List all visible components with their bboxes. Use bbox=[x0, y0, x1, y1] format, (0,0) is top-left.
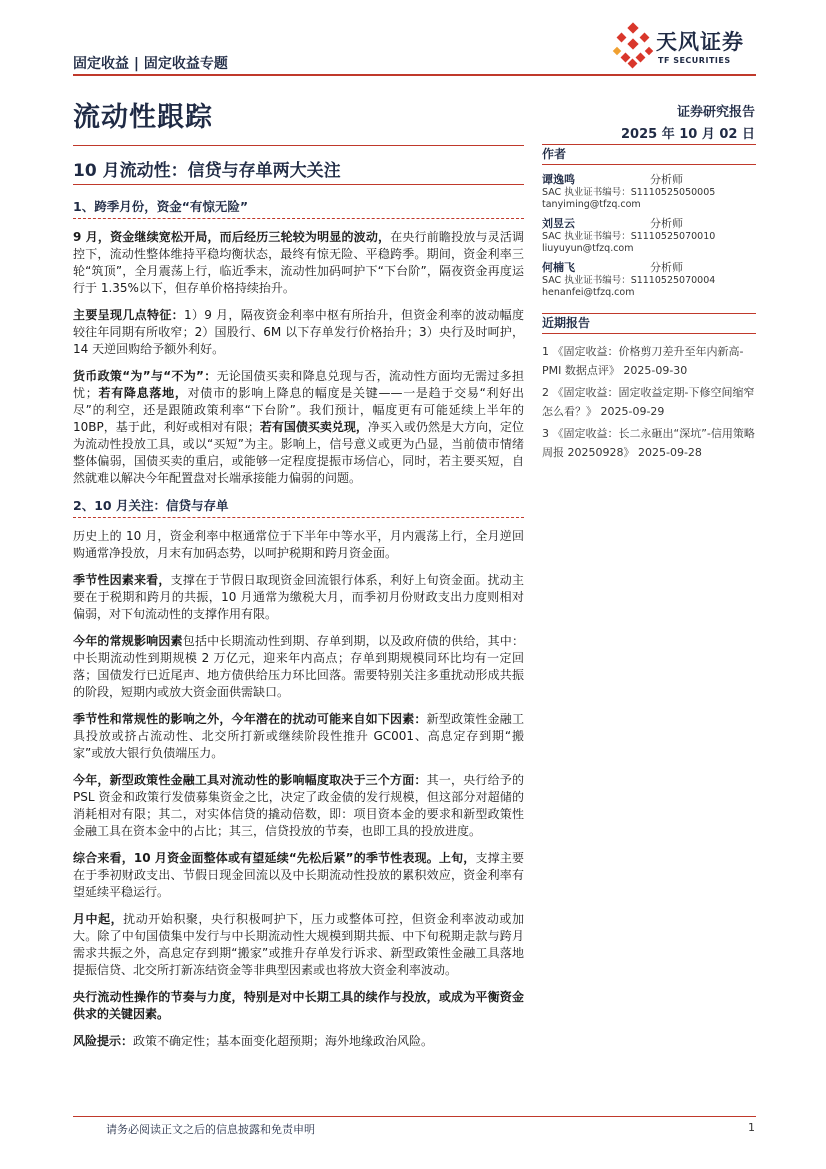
main-content bbox=[73, 198, 524, 1060]
paragraph: 月中起，扰动开始积聚，央行积极呵护下，压力或整体可控，但资金利率波动或加大。除了中旬国债集中发行与中长期流动性大规模到期共振、中下旬税期走款与跨月需求共振之外，高息定存到期“搬家”或推升存单发行诉求、新型政策性金融工具落地提振信贷、北交所打新冻结资金等非典型因素或也将放大资金利率波动。 bbox=[73, 912, 524, 977]
paragraph: 9 月，资金继续宽松开局，而后经历三轮较为明显的波动，在央行前瞻投放与灵活调控下，流动性整体维持平稳均衡状态，最终有惊无险、平稳跨季。期间，资金利率三轮“筑顶”，全月震荡上行，临近季末，流动性加码呵护下“下台阶”，隔夜资金再度运行于 1.35%以下，但存单价格持续抬升。 bbox=[73, 230, 524, 295]
footer-divider bbox=[73, 1116, 756, 1117]
recent-report-link[interactable]: 3 《固定收益：长二永砸出“深坑”-信用策略周报 20250928》 2025-09-28 bbox=[542, 427, 755, 459]
paragraph: 季节性和常规性的影响之外，今年潜在的扰动可能来自如下因素：新型政策性金融工具投放或挤占流动性、北交所打新或继续阶段性推升 GC001、高息定存到期“搬家”或放大银行负债端压力。 bbox=[73, 712, 524, 760]
logo-name-en: TF SECURITIES bbox=[658, 56, 731, 65]
subtitle-divider-top bbox=[73, 145, 524, 146]
tf-securities-logo bbox=[612, 22, 762, 72]
paragraph: 今年，新型政策性金融工具对流动性的影响幅度取决于三个方面：其一，央行给予的 PSL 资金和政策行发债募集资金之比，决定了政金债的发行规模，但这部分对超储的消耗相对有限；其二，对实体信贷的撬动倍数，即：项目资本金的要求和新型政策性金融工具在资本金中的占比；其三，信贷投放的节奏，也即工具的投放进度。 bbox=[73, 773, 524, 838]
author-card bbox=[542, 261, 756, 299]
paragraph: 综合来看，10 月资金面整体或有望延续“先松后紧”的季节性表现。上旬，支撑主要在于季初财政支出、节假日现金回流以及中长期流动性投放的累积效应，资金利率有望延续平稳运行。 bbox=[73, 851, 524, 899]
disclaimer-note: 请务必阅读正文之后的信息披露和免责申明 bbox=[106, 1123, 315, 1136]
author-email[interactable]: liuyuyun@tfzq.com bbox=[542, 243, 634, 254]
recent-report-link[interactable]: 2 《固定收益：固定收益定期-下修空间缩窄怎么看？》 2025-09-29 bbox=[542, 386, 755, 418]
author-registration: SAC 执业证书编号：S1110525070004 bbox=[542, 275, 716, 286]
paragraph: 主要呈现几点特征：1）9 月，隔夜资金利率中枢有所抬升，但资金利率的波动幅度较往年同期有所收窄；2）国股行、6M 以下存单发行价格抬升；3）央行及时呵护，14 天逆回购给予额外利好。 bbox=[73, 308, 524, 356]
author-role: 分析师 bbox=[650, 217, 683, 230]
author-role: 分析师 bbox=[650, 173, 683, 186]
paragraph: 货币政策“为”与“不为”：无论国债买卖和降息兑现与否，流动性方面均无需过多担忧；若有降息落地，对债市的影响上降息的幅度是关键——一是趋于交易“利好出尽”的利空，还是跟随政策利率“下台阶”。我们预计，幅度更有可能延续上半年的 10BP，基于此，利好或相对有限；若有国债买卖兑现，净买入或仍然是大方向，定位为流动性投放工具，或以“买短”为主。影响上，信号意义或更为凸显，当前债市情绪整体偏弱，国债买卖的重启，或能够一定程度提振市场信心，同时，若主要买短，自然就难以解决今年配置盘对长端承接能力偏弱的问题。 bbox=[73, 369, 524, 485]
paragraph: 央行流动性操作的节奏与力度，特别是对中长期工具的续作与投放，或成为平衡资金供求的关键因素。 bbox=[73, 990, 524, 1021]
report-type: 证券研究报告 bbox=[676, 105, 755, 120]
sidebar bbox=[542, 144, 756, 465]
recent-reports-heading: 近期报告 bbox=[542, 313, 756, 334]
paragraph: 今年的常规影响因素包括中长期流动性到期、存单到期，以及政府债的供给，其中：中长期流动性到期规模 2 万亿元，迎来年内高点；存单到期规模同环比均有一定回落；国债发行已近尾声、地方债供给压力环比回落。需要特别关注多重扰动形成共振的阶段，短期内或放大资金面供需缺口。 bbox=[73, 634, 524, 699]
report-subtitle: 10 月流动性：信贷与存单两大关注 bbox=[73, 161, 341, 181]
authors-heading: 作者 bbox=[542, 144, 756, 165]
author-card bbox=[542, 173, 756, 211]
risk-warning: 风险提示：政策不确定性；基本面变化超预期；海外地缘政治风险。 bbox=[73, 1034, 434, 1048]
recent-report-link[interactable]: 1 《固定收益：价格剪刀差升至年内新高-PMI 数据点评》 2025-09-30 bbox=[542, 345, 744, 377]
header-divider bbox=[73, 74, 756, 76]
author-role: 分析师 bbox=[650, 261, 683, 274]
paragraph: 历史上的 10 月，资金利率中枢通常位于下半年中等水平，月内震荡上行，全月逆回购通常净投放，月末有加码态势，以呵护税期和跨月资金面。 bbox=[73, 529, 524, 560]
section-heading: 2、10 月关注：信贷与存单 bbox=[73, 497, 524, 518]
author-card bbox=[542, 217, 756, 255]
subtitle-divider-bottom bbox=[73, 184, 524, 185]
author-email[interactable]: tanyiming@tfzq.com bbox=[542, 199, 641, 210]
author-name: 谭逸鸣 bbox=[542, 173, 575, 186]
paragraph: 季节性因素来看，支撑在于节假日取现资金回流银行体系，利好上旬资金面。扰动主要在于税期和跨月的共振，10 月通常为缴税大月，而季初月份财政支出力度则相对偏弱，对下旬流动性的支撑作用有限。 bbox=[73, 573, 524, 621]
author-name: 何楠飞 bbox=[542, 261, 575, 274]
section-heading: 1、跨季月份，资金“有惊无险” bbox=[73, 198, 524, 219]
author-email[interactable]: henanfei@tfzq.com bbox=[542, 287, 635, 298]
logo-mark-icon bbox=[612, 22, 656, 70]
author-registration: SAC 执业证书编号：S1110525050005 bbox=[542, 187, 716, 198]
report-category: 固定收益 | 固定收益专题 bbox=[73, 56, 228, 72]
logo-name-cn: 天风证券 bbox=[656, 30, 744, 54]
report-date: 2025 年 10 月 02 日 bbox=[621, 127, 755, 142]
author-name: 刘昱云 bbox=[542, 217, 575, 230]
author-registration: SAC 执业证书编号：S1110525070010 bbox=[542, 231, 716, 242]
page-title: 流动性跟踪 bbox=[73, 102, 213, 133]
page-number: 1 bbox=[748, 1121, 755, 1134]
